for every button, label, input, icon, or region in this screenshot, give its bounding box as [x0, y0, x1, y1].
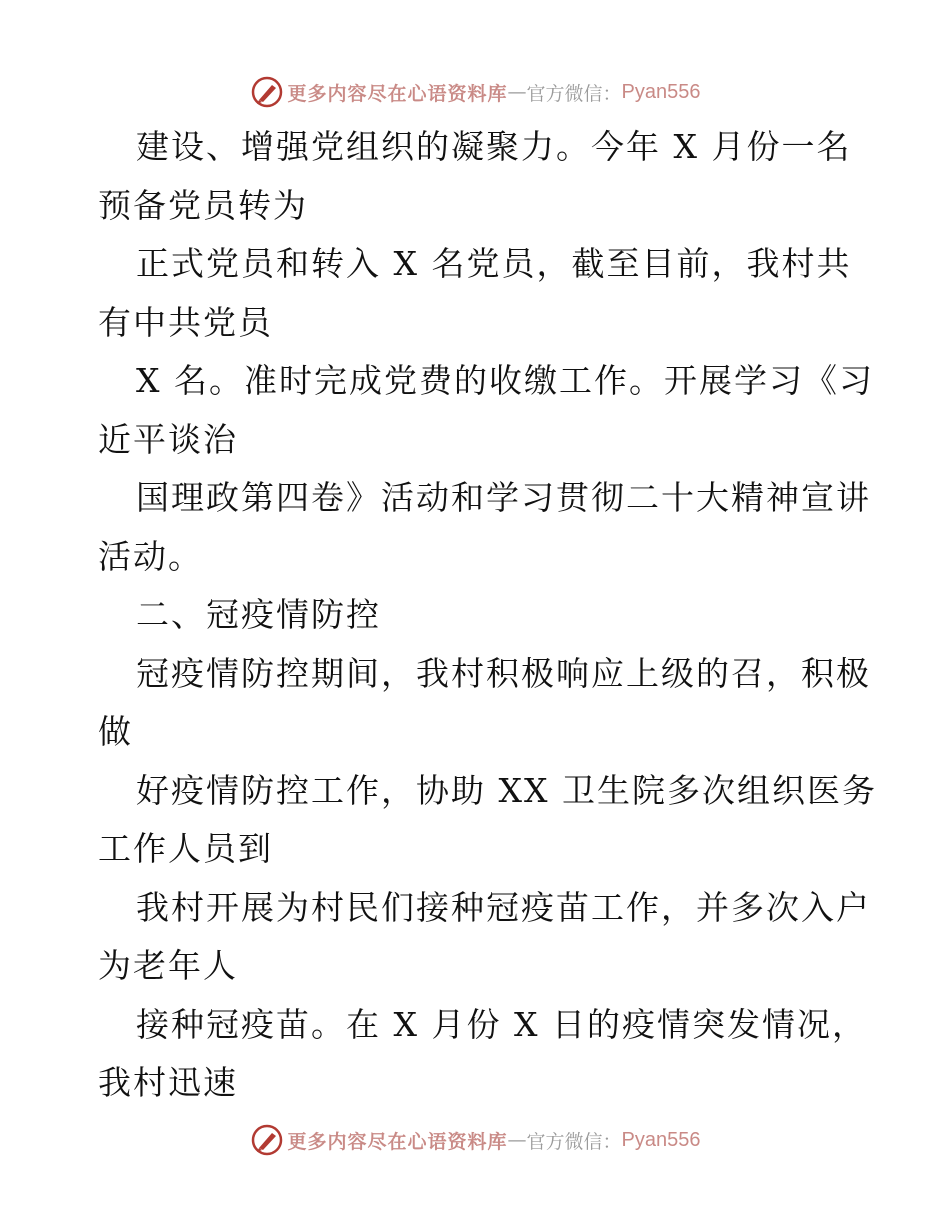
banner-wechat-label: 官方微信：	[526, 82, 622, 105]
body-line: 好疫情防控工作，协助 XX 卫生院多次组织医务	[136, 770, 877, 810]
banner-slogan: 更多内容尽在心语资料库	[287, 1130, 508, 1153]
banner-wechat-id: Pyan556	[621, 1128, 701, 1151]
body-line: 冠疫情防控期间，我村积极响应上级的召，积极	[136, 653, 871, 693]
body-line: 建设、增强党组织的凝聚力。今年 X 月份一名	[136, 127, 852, 166]
body-line: 预备党员转为	[98, 185, 308, 225]
pen-logo-icon	[250, 75, 284, 109]
banner-wechat-label: 官方微信：	[526, 1130, 622, 1153]
body-line: 国理政第四卷》活动和学习贯彻二十大精神宣讲	[136, 478, 871, 517]
body-line: 工作人员到	[98, 829, 273, 868]
body-line: 做	[98, 712, 133, 751]
body-line: 我村迅速	[98, 1063, 238, 1102]
body-line: 为老年人	[98, 946, 238, 985]
footer-banner	[0, 1120, 950, 1160]
banner-slogan: 更多内容尽在心语资料库	[287, 82, 508, 105]
banner-separator: —	[507, 81, 527, 103]
body-line: 活动。	[98, 536, 203, 576]
banner-separator: —	[507, 1129, 527, 1151]
document-body	[98, 118, 877, 1113]
body-line: 近平谈治	[98, 419, 238, 459]
section-heading: 二、冠疫情防控	[136, 595, 381, 634]
body-line: 我村开展为村民们接种冠疫苗工作，并多次入户	[136, 887, 871, 927]
body-line: 接种冠疫苗。在 X 月份 X 日的疫情突发情况，	[136, 1004, 867, 1044]
banner-wechat-id: Pyan556	[621, 80, 701, 103]
pen-logo-icon	[250, 1123, 284, 1157]
body-line: 正式党员和转入 X 名党员，截至目前，我村共	[136, 244, 852, 283]
body-line: 有中共党员	[98, 302, 273, 342]
header-banner	[0, 72, 950, 112]
body-line: X 名。准时完成党费的收缴工作。开展学习《习	[136, 361, 874, 400]
